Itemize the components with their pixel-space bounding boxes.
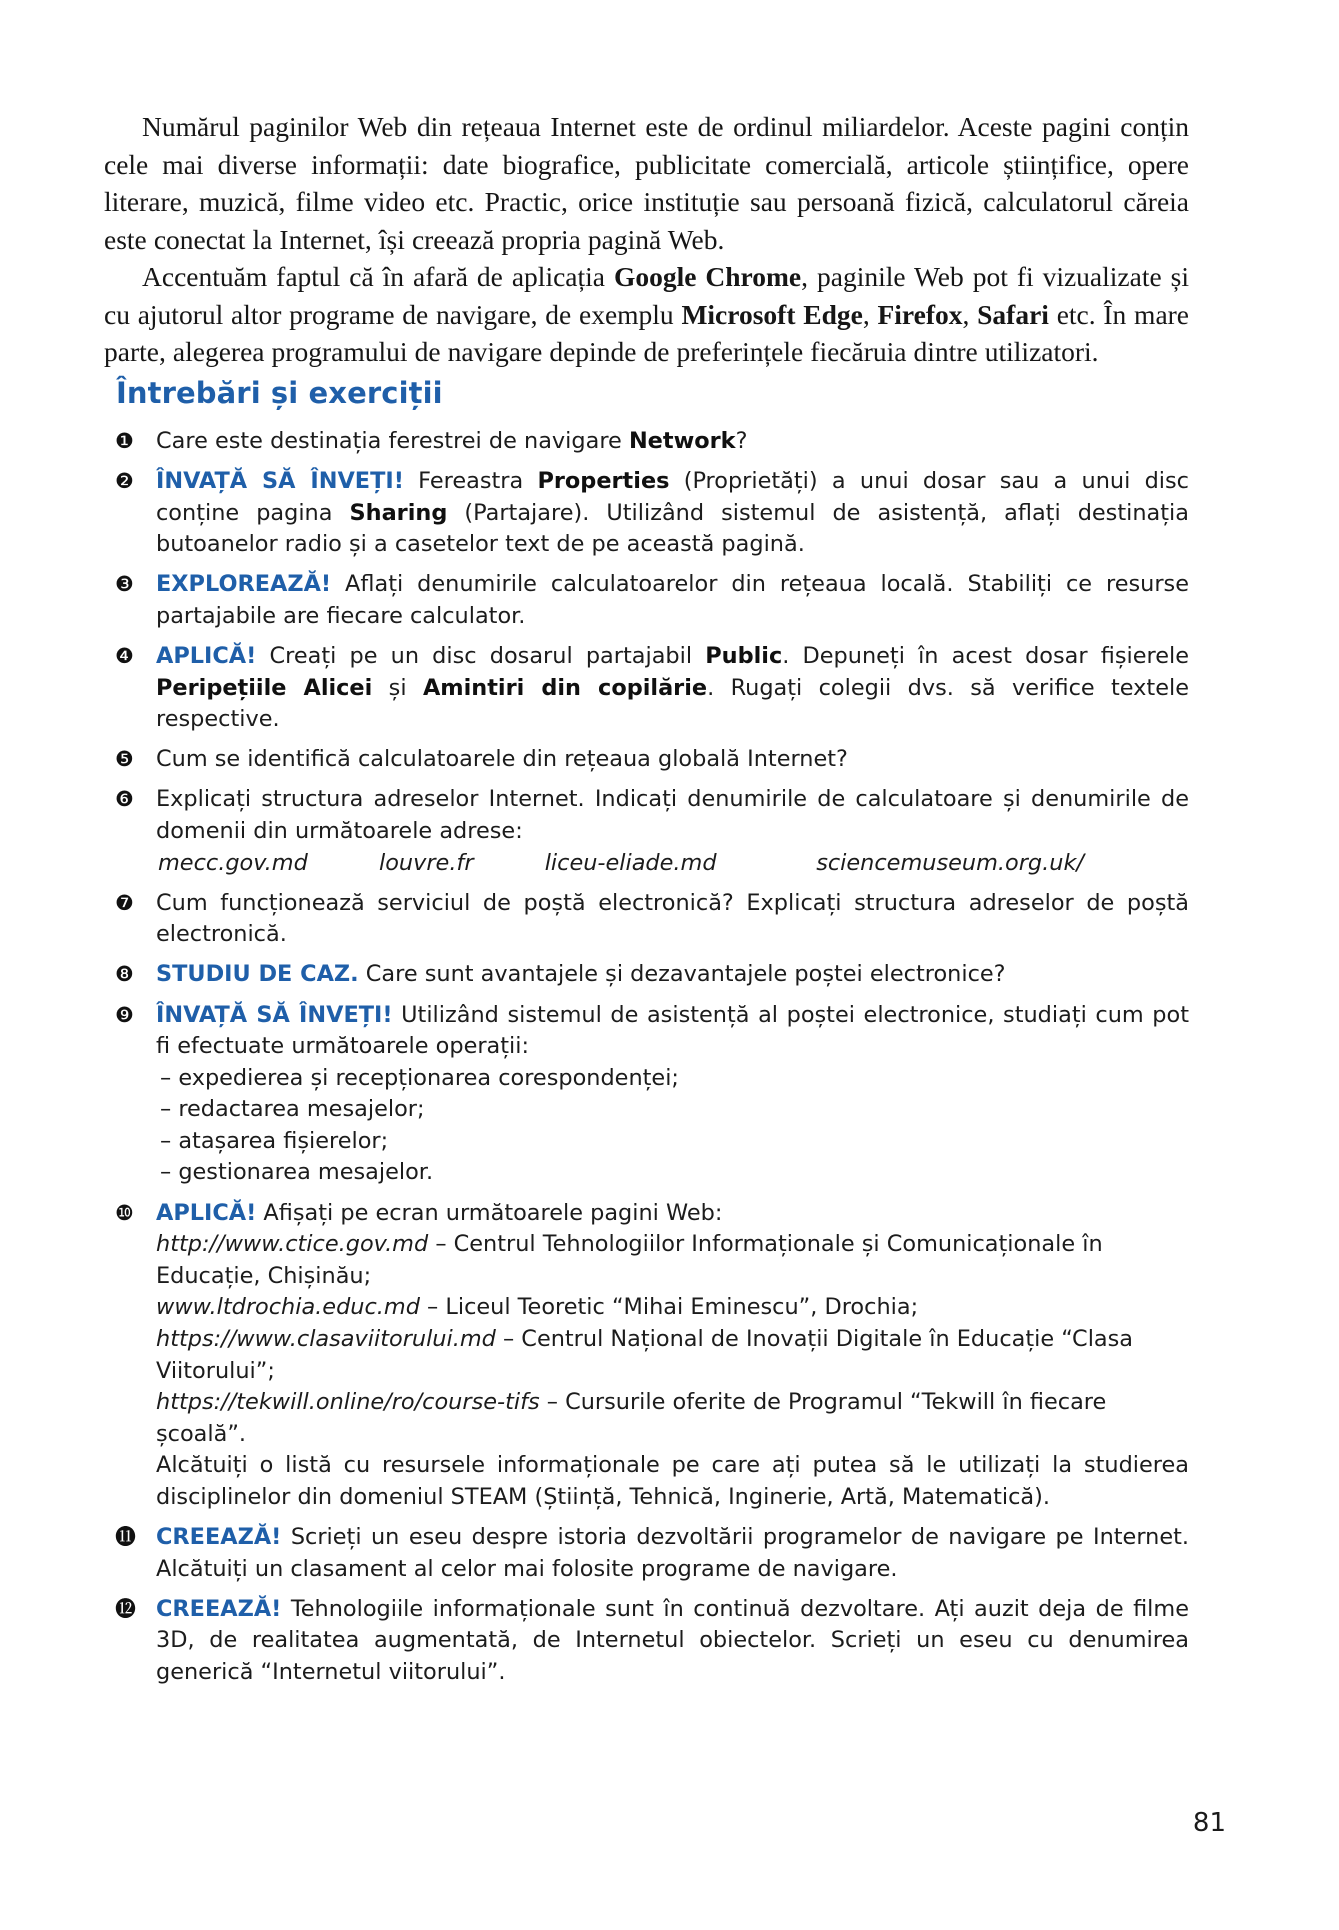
exercise-subline: – expedierea și recepționarea corespondenței; <box>160 1064 679 1091</box>
exercise-text <box>156 1000 1189 1190</box>
address-examples-row: mecc.gov.md louvre.fr liceu-eliade.md sciencemuseum.org.uk/ <box>158 849 1084 876</box>
web-address-description: – Liceul Teoretic “Mihai Eminescu”, Drochia; <box>419 1294 919 1321</box>
exercise-number: ❶ <box>115 429 134 453</box>
section-heading-questions-exercises: Întrebări și exerciții <box>116 376 443 410</box>
exercise-item <box>112 1594 1189 1689</box>
exercise-text <box>156 426 1189 458</box>
exercise-item <box>112 569 1189 632</box>
web-address-description: – Cursurile oferite de Programul “Tekwill în fiecare școală”. <box>156 1389 1107 1447</box>
text-run: Care sunt avantajele și dezavantajele poștei electronice? <box>358 961 1006 988</box>
text-run: Care este destinația ferestrei de navigare <box>156 428 629 454</box>
exercise-subline: – gestionarea mesajelor. <box>160 1159 434 1186</box>
text-run: (Partajare). Utilizând sistemul de asistență, aflați destinația butoanelor radio și a casetelor text de pe această pagină. <box>156 499 1189 558</box>
bold-term: Public <box>705 643 783 670</box>
exercise-number: ❿ <box>115 1200 134 1225</box>
exercise-text <box>156 1522 1189 1585</box>
web-address-url[interactable]: https://www.clasaviitorului.md <box>156 1325 496 1352</box>
text-run: Cum se identifică calculatoarele din rețeaua globală Internet? <box>156 746 848 773</box>
exercise-text <box>156 1594 1189 1689</box>
text-run: . Rugați colegii dvs. să verifice textele respective. <box>156 674 1189 733</box>
exercise-number: ❷ <box>115 469 134 494</box>
exercise-text <box>156 569 1189 632</box>
exercise-item <box>112 1198 1189 1514</box>
exercise-number: ❸ <box>115 572 134 597</box>
text-run: , paginile Web pot fi vizualizate și cu ajutorul altor programe de navigare, de exemplu <box>104 261 1189 330</box>
bold-term: Amintiri din copilărie <box>422 674 708 701</box>
web-address-description: – Centrul Național de Inovații Digitale în Educație “Clasa Viitorului”; <box>156 1325 1134 1384</box>
bold-term: Properties <box>537 468 670 495</box>
bold-term: Google Chrome <box>613 261 802 292</box>
exercise-item <box>112 466 1189 561</box>
exercise-number: ❹ <box>115 644 134 669</box>
page-content <box>104 108 1190 1685</box>
exercise-text <box>156 466 1189 561</box>
exercise-number: ❺ <box>115 747 134 772</box>
bold-term: Sharing <box>349 499 448 526</box>
exercise-number: ❾ <box>115 1002 134 1027</box>
exercise-text <box>156 744 1189 776</box>
intro-paragraph-1 <box>104 108 1189 258</box>
exercise-item <box>112 1000 1189 1190</box>
exercise-tail-text: Alcătuiți o listă cu resursele informaționale pe care ați putea să le utilizați la studierea disciplinelor din domeniul STEAM (Știință, Tehnică, Inginerie, Artă, Matematică). <box>156 1452 1189 1510</box>
exercise-text <box>156 888 1189 951</box>
exercise-subline: – redactarea mesajelor; <box>160 1096 425 1123</box>
exercise-item <box>112 744 1189 776</box>
text-run: Explicați structura adreselor Internet. Indicați denumirile de calculatoare și denumirile de domenii din următoarele adrese: <box>156 786 1189 845</box>
exercise-tag: ÎNVAȚĂ SĂ ÎNVEȚI! <box>156 1001 393 1028</box>
exercise-tag: CREEAZĂ! <box>156 1595 282 1622</box>
text-run: etc. În mare parte, alegerea programului de navigare depinde de preferințele fiecăruia dintre utilizatori. <box>104 298 1190 367</box>
web-address-entry <box>156 1229 1189 1292</box>
web-address-url[interactable]: http://www.ctice.gov.md <box>156 1231 429 1258</box>
text-run: Utilizând sistemul de asistență al poștei electronice, studiați cum pot fi efectuate următoarele operații: <box>156 1001 1189 1060</box>
exercise-number: ❻ <box>115 787 134 812</box>
exercise-number: ⓬ <box>115 1596 136 1621</box>
text-run: Accentuăm faptul că în afară de aplicația <box>142 261 614 292</box>
bold-term: Safari <box>977 298 1049 330</box>
exercise-tag: APLICĂ! <box>156 1199 257 1226</box>
web-address-entry <box>156 1324 1189 1387</box>
text-run: Numărul paginilor Web din rețeaua Internet este de ordinul miliardelor. Aceste pagini conțin cele mai diverse informații: date biografice, publicitate comercială, articole științifice, opere literare, muzică, filme video etc. Practic, orice instituție sau persoană fizică, calculatorul căreia este conectat la Internet, își creează propria pagină Web. <box>104 111 1189 255</box>
exercise-tag: STUDIU DE CAZ. <box>156 961 359 988</box>
text-run: Tehnologiile informaționale sunt în continuă dezvoltare. Ați auzit deja de filme 3D, de realitatea augmentată, de Internetul obiectelor. Scrieți un eseu cu denumirea generică “Internetul viitorului”. <box>156 1595 1189 1685</box>
web-address-description: – Centrul Tehnologiilor Informaționale și Comunicaționale în Educație, Chișinău; <box>156 1231 1103 1289</box>
exercise-text <box>156 959 1189 991</box>
intro-paragraph-2 <box>104 258 1189 371</box>
exercise-tag: EXPLOREAZĂ! <box>156 571 332 598</box>
text-run: ? <box>735 428 748 454</box>
web-address-url[interactable]: https://tekwill.online/ro/course-tifs <box>156 1389 540 1416</box>
exercise-tag: ÎNVAȚĂ SĂ ÎNVEȚI! <box>156 468 404 495</box>
web-address-entry <box>156 1292 1189 1324</box>
exercise-tag: APLICĂ! <box>156 643 257 670</box>
exercise-number: ❼ <box>115 890 134 915</box>
exercises-list <box>112 426 1189 1697</box>
bold-term: Microsoft Edge <box>681 298 863 330</box>
text-run: . Depuneți în acest dosar fișierele <box>782 643 1189 670</box>
web-address-entry <box>156 1387 1189 1450</box>
exercise-text <box>156 784 1189 879</box>
text-run: , <box>862 298 878 330</box>
exercise-item <box>112 1522 1189 1585</box>
exercise-text <box>156 641 1189 736</box>
exercise-number: ❽ <box>115 962 134 987</box>
web-address-url[interactable]: www.ltdrochia.educ.md <box>156 1294 420 1321</box>
text-run: Aflați denumirile calculatoarelor din rețeaua locală. Stabiliți ce resurse partajabile are fiecare calculator. <box>156 571 1189 629</box>
bold-term: Firefox <box>877 298 963 330</box>
text-run: (Proprietăți) a unui dosar sau a unui disc conține pagina <box>156 468 1189 526</box>
text-run: Cum funcționează serviciul de poștă electronică? Explicați structura adreselor de poștă electronică. <box>156 889 1189 948</box>
exercise-item <box>112 641 1189 736</box>
exercise-subline: – atașarea fișierelor; <box>160 1127 389 1154</box>
exercise-number: ⓫ <box>115 1525 136 1549</box>
text-run: , <box>962 298 978 330</box>
text-run: Creați pe un disc dosarul partajabil <box>256 643 706 670</box>
exercise-item <box>112 784 1189 879</box>
exercise-text <box>156 1198 1189 1514</box>
text-run: Scrieți un eseu despre istoria dezvoltării programelor de navigare pe Internet. Alcătuiți un clasament al celor mai folosite programe de navigare. <box>156 1524 1189 1582</box>
exercise-item <box>112 959 1189 991</box>
text-run: Fereastra <box>403 468 538 495</box>
bold-term: Network <box>628 428 736 454</box>
exercise-item <box>112 426 1189 458</box>
text-run: și <box>372 674 423 701</box>
exercise-item <box>112 888 1189 951</box>
bold-term: Peripețiile Alicei <box>156 674 373 701</box>
page-number: 81 <box>1192 1808 1226 1838</box>
exercise-tag: CREEAZĂ! <box>156 1524 282 1550</box>
text-run: Afișați pe ecran următoarele pagini Web: <box>256 1199 723 1226</box>
